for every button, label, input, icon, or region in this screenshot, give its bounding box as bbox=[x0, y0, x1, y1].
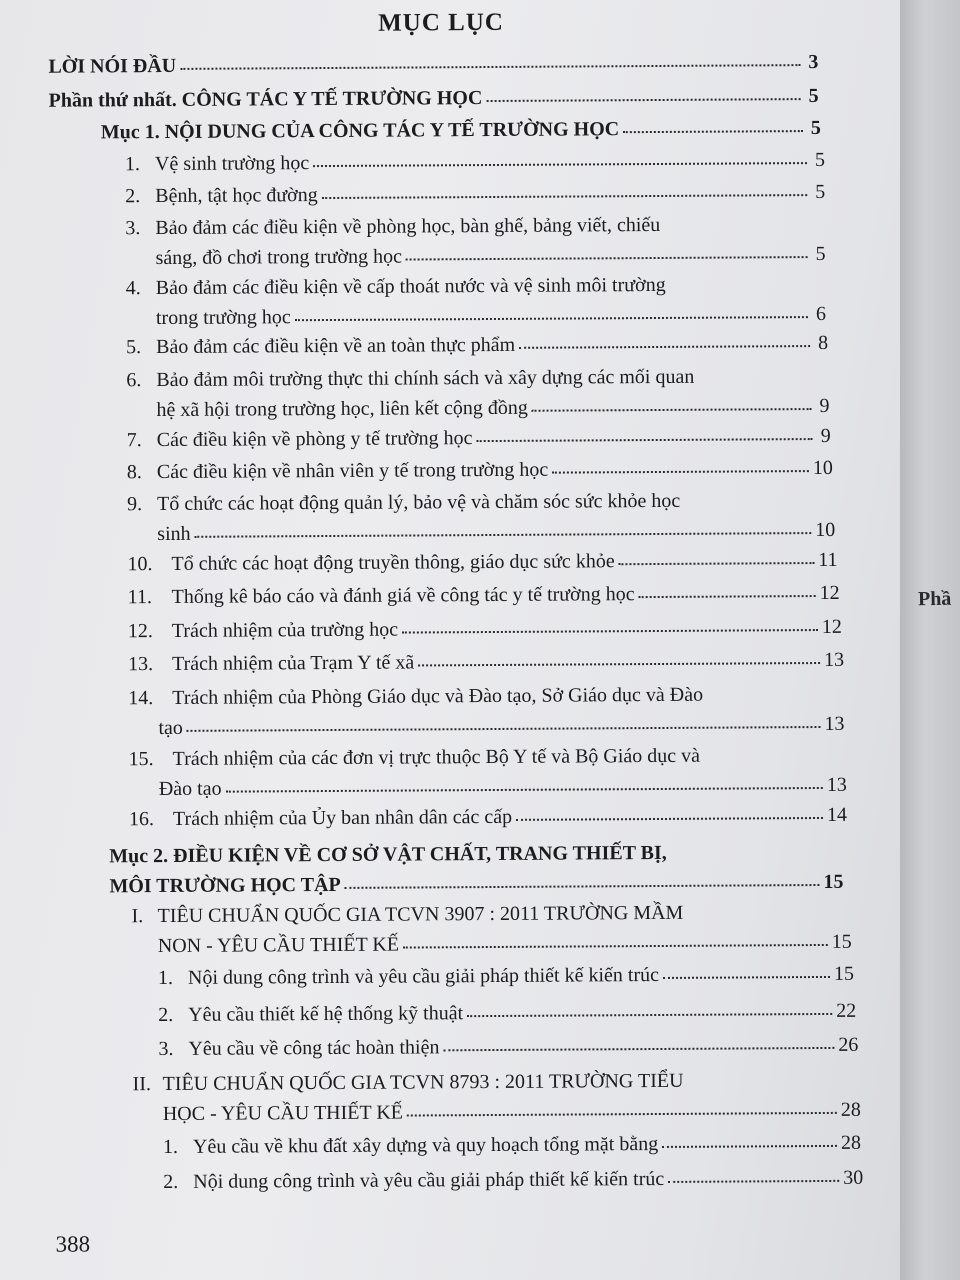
toc-entry bbox=[158, 1030, 858, 1064]
toc-entry-number: 13. bbox=[127, 653, 154, 676]
dot-leader bbox=[623, 126, 803, 133]
toc-entry-number: 2. bbox=[163, 1170, 179, 1194]
toc-entry bbox=[128, 645, 844, 679]
toc-entry-number: 2. bbox=[158, 1003, 174, 1027]
toc-entry-text: Các điều kiện về phòng y tế trường học bbox=[156, 427, 473, 452]
toc-entry-number: 3. bbox=[158, 1037, 174, 1061]
toc-entry-page: 13 bbox=[826, 773, 847, 796]
toc-entry-page: 12 bbox=[821, 615, 842, 638]
page-title: MỤC LỤC bbox=[378, 8, 504, 37]
dot-leader bbox=[322, 190, 808, 199]
toc-entry-text: sinh bbox=[157, 522, 191, 546]
toc-entry-page: 15 bbox=[833, 962, 855, 985]
toc-entry-text: Yêu cầu về công tác hoàn thiện bbox=[188, 1036, 440, 1060]
toc-entry-page: 22 bbox=[836, 999, 857, 1022]
toc-entry-page: 14 bbox=[826, 803, 848, 826]
toc-entry-number: 1. bbox=[157, 966, 174, 990]
toc-entry-number: 7. bbox=[126, 429, 142, 452]
toc-entry bbox=[127, 545, 837, 579]
dot-leader bbox=[662, 1141, 837, 1148]
toc-entry-text-line1: TIÊU CHUẨN QUỐC GIA TCVN 8793 : 2011 TRƯỜNG TIỂU bbox=[162, 1069, 684, 1096]
toc-entry-number: I. bbox=[131, 905, 144, 928]
toc-entry-page: 28 bbox=[840, 1131, 862, 1154]
toc-entry-text: Đào tạo bbox=[158, 777, 222, 801]
toc-entry-page: 3 bbox=[808, 51, 819, 74]
toc-entry-text-line1: Bảo đảm các điều kiện về phòng học, bàn ghế, bảng viết, chiếu bbox=[155, 213, 661, 240]
toc-entry-text-line1: Bảo đảm các điều kiện về cấp thoát nước và vệ sinh môi trường bbox=[155, 273, 666, 300]
dot-leader bbox=[619, 558, 815, 565]
toc-entry-text: Bảo đảm các điều kiện về an toàn thực phẩm bbox=[156, 333, 516, 359]
toc-entry-number: 15. bbox=[128, 748, 154, 771]
toc-entry-page: 13 bbox=[824, 712, 845, 735]
toc-entry-section-1 bbox=[101, 113, 821, 147]
dot-leader bbox=[226, 783, 823, 793]
toc-entry-page: 30 bbox=[843, 1166, 864, 1189]
toc-entry bbox=[126, 328, 828, 362]
toc-entry bbox=[132, 897, 852, 961]
dot-leader bbox=[516, 813, 823, 821]
toc-entry-text: Trách nhiệm của Ủy ban nhân dân các cấp bbox=[172, 805, 513, 830]
toc-entry-text: Yêu cầu thiết kế hệ thống kỹ thuật bbox=[188, 1002, 464, 1026]
toc-entry-number: 12. bbox=[127, 620, 153, 643]
dot-leader bbox=[180, 60, 800, 70]
toc-entry-number: 16. bbox=[128, 808, 155, 831]
dot-leader bbox=[532, 404, 812, 412]
toc-entry-number: 1. bbox=[162, 1135, 179, 1159]
toc-entry-page: 13 bbox=[823, 648, 845, 671]
toc-entry-number: 2. bbox=[125, 185, 141, 208]
toc-entry-page: 5 bbox=[808, 85, 819, 108]
dot-leader bbox=[486, 94, 800, 102]
dot-leader bbox=[403, 940, 828, 949]
toc-entry-text-line1: Trách nhiệm của các đơn vị trực thuộc Bộ Y tế và Bộ Giáo dục và bbox=[172, 744, 701, 770]
toc-entry bbox=[128, 679, 844, 743]
dot-leader bbox=[668, 1176, 839, 1183]
toc-entry-page: 9 bbox=[819, 394, 830, 418]
toc-entry-text: Các điều kiện về nhân viên y tế trong trường học bbox=[156, 458, 549, 484]
toc-entry-text: Yêu cầu về khu đất xây dựng và quy hoạch tổng mặt bằng bbox=[192, 1133, 659, 1158]
toc-entry bbox=[127, 485, 835, 549]
toc-entry-part-one bbox=[49, 81, 819, 116]
toc-entry-text-line1: TIÊU CHUẨN QUỐC GIA TCVN 3907 : 2011 TRƯỜNG MẦM bbox=[157, 901, 684, 928]
toc-entry-section-2 bbox=[109, 837, 843, 901]
dot-leader bbox=[519, 341, 810, 349]
toc-entry-page: 8 bbox=[818, 331, 829, 355]
dot-leader bbox=[187, 722, 821, 732]
dot-leader bbox=[195, 528, 812, 538]
toc-entry-page: 12 bbox=[819, 581, 840, 605]
toc-entry bbox=[129, 800, 847, 834]
toc-entry bbox=[126, 269, 826, 333]
toc-entry-text: Phần thứ nhất. CÔNG TÁC Y TẾ TRƯỜNG HỌC bbox=[48, 87, 483, 112]
toc-entry-text: Mục 1. NỘI DUNG CỦA CÔNG TÁC Y TẾ TRƯỜNG HỌC bbox=[100, 118, 620, 144]
toc-entry-page: 9 bbox=[820, 424, 831, 447]
dot-leader bbox=[663, 972, 830, 979]
toc-entry-text: Tổ chức các hoạt động truyền thông, giáo dục sức khỏe bbox=[171, 550, 615, 575]
toc-entry-text: NON - YÊU CẦU THIẾT KẾ bbox=[157, 933, 400, 958]
toc-entry bbox=[126, 361, 829, 425]
toc-entry bbox=[125, 177, 825, 211]
dot-leader bbox=[407, 1108, 837, 1117]
toc-entry-text: sáng, đồ chơi trong trường học bbox=[155, 245, 403, 270]
toc-entry-page: 5 bbox=[815, 242, 826, 266]
dot-leader bbox=[418, 658, 820, 666]
adjacent-page-edge bbox=[900, 0, 960, 1280]
toc-entry-number: 6. bbox=[126, 369, 142, 392]
dot-leader bbox=[639, 591, 816, 598]
toc-entry-preface bbox=[48, 47, 818, 82]
toc-entry bbox=[128, 612, 842, 646]
toc-entry bbox=[158, 996, 856, 1030]
toc-entry-text-line1: Trách nhiệm của Phòng Giáo dục và Đào tạo, Sở Giáo dục và Đào bbox=[172, 683, 704, 709]
toc-entry-page: 26 bbox=[838, 1033, 859, 1056]
adjacent-page-text: Phầ bbox=[917, 587, 952, 611]
toc-entry-text: Nội dung công trình và yêu cầu giải pháp thiết kế kiến trúc bbox=[193, 1167, 665, 1193]
toc-entry-text: tạo bbox=[158, 716, 183, 740]
dot-leader bbox=[345, 880, 820, 889]
toc-entry-text: HỌC - YÊU CẦU THIẾT KẾ bbox=[162, 1101, 404, 1126]
dot-leader bbox=[443, 1043, 834, 1051]
toc-entry-page: 10 bbox=[815, 518, 836, 542]
dot-leader bbox=[476, 434, 812, 442]
toc-entry-number: 8. bbox=[126, 461, 142, 484]
toc-entry-text-line1: Bảo đảm môi trường thực thi chính sách và xây dựng các mối quan bbox=[156, 365, 695, 392]
toc-entry-number: 3. bbox=[125, 217, 141, 240]
toc-entry bbox=[163, 1128, 861, 1162]
toc-entry-text: Nội dung công trình và yêu cầu giải pháp thiết kế kiến trúc bbox=[187, 963, 660, 989]
toc-entry-text-line1: Tổ chức các hoạt động quản lý, bảo vệ và chăm sóc sức khỏe học bbox=[157, 489, 681, 516]
toc-entry-page: 5 bbox=[810, 116, 821, 140]
toc-entry bbox=[133, 1065, 861, 1129]
toc-entry bbox=[129, 740, 847, 804]
dot-leader bbox=[406, 252, 808, 260]
dot-leader bbox=[313, 158, 807, 167]
toc-entry-number: 11. bbox=[127, 586, 152, 609]
toc-entry-text: hệ xã hội trong trường học, liên kết cộng đồng bbox=[156, 396, 528, 422]
toc-entry-page: 15 bbox=[823, 870, 844, 893]
dot-leader bbox=[552, 466, 809, 474]
toc-entry-page: 15 bbox=[831, 930, 852, 953]
dot-leader bbox=[295, 312, 808, 321]
toc-entry-number: 14. bbox=[128, 687, 154, 710]
toc-entry bbox=[163, 1163, 863, 1197]
toc-entry-text: MÔI TRƯỜNG HỌC TẬP bbox=[109, 873, 341, 898]
toc-entry-page: 5 bbox=[814, 148, 826, 172]
toc-entry-number: 4. bbox=[125, 277, 141, 300]
toc-entry-number: 5. bbox=[126, 336, 142, 359]
toc-entry-page: 10 bbox=[812, 456, 833, 480]
toc-entry-number: II. bbox=[132, 1073, 152, 1096]
toc-entry-page: 11 bbox=[818, 548, 838, 572]
toc-entry bbox=[128, 578, 840, 612]
toc-entry-text: Bệnh, tật học đường bbox=[155, 184, 318, 208]
toc-entry-number: 10. bbox=[127, 553, 153, 576]
toc-entry-page: 6 bbox=[815, 302, 827, 326]
toc-entry-text: Trách nhiệm của Trạm Y tế xã bbox=[171, 651, 415, 675]
dot-leader bbox=[467, 1009, 832, 1017]
toc-entry bbox=[127, 421, 831, 455]
toc-entry-text: LỜI NÓI ĐẦU bbox=[48, 54, 177, 78]
toc-entry-number: 1. bbox=[124, 153, 141, 176]
toc-entry-text: Thống kê báo cáo và đánh giá về công tác y tế trường học bbox=[171, 583, 635, 608]
toc-entry bbox=[125, 209, 825, 273]
toc-entry bbox=[158, 959, 854, 993]
toc-entry-text-line1: Mục 2. ĐIỀU KIỆN VỀ CƠ SỞ VẬT CHẤT, TRANG THIẾT BỊ, bbox=[109, 841, 667, 868]
dot-leader bbox=[402, 625, 818, 634]
toc-entry-text: trong trường học bbox=[155, 306, 291, 330]
toc-entry-page: 28 bbox=[840, 1098, 861, 1121]
page-number: 388 bbox=[55, 1231, 91, 1257]
toc-entry bbox=[125, 145, 825, 179]
toc-entry-number: 9. bbox=[127, 493, 143, 516]
toc-entry-text: Vệ sinh trường học bbox=[154, 152, 310, 176]
toc-entry-text: Trách nhiệm của trường học bbox=[171, 618, 399, 642]
toc-entry bbox=[127, 453, 833, 487]
toc-entry-page: 5 bbox=[815, 180, 826, 204]
